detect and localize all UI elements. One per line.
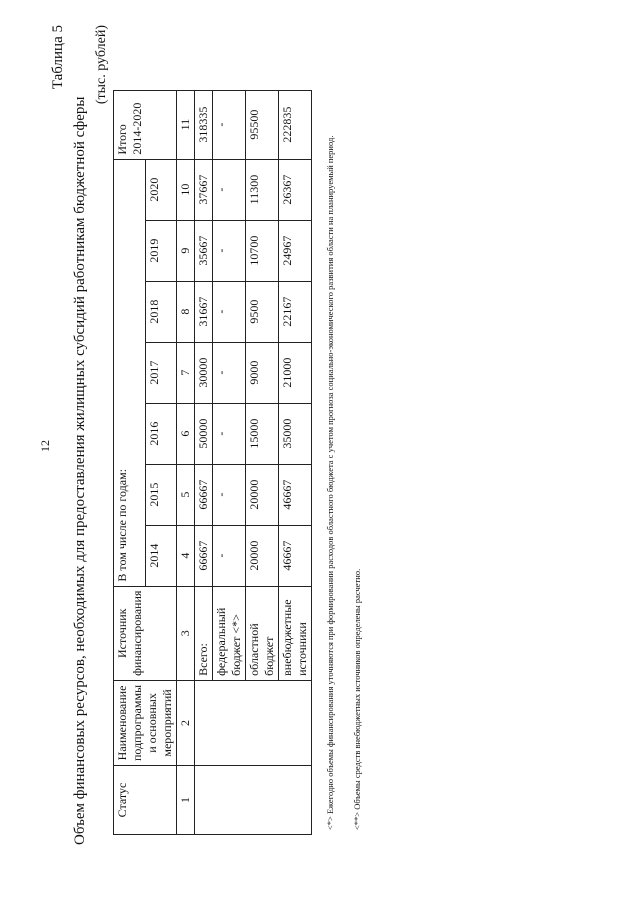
value-cell: - — [213, 525, 246, 586]
table-row — [195, 90, 213, 834]
header-source: Источник финансирования — [114, 586, 177, 680]
page-number: 12 — [38, 440, 52, 452]
col-number: 2 — [177, 680, 195, 765]
value-cell: 9500 — [246, 281, 279, 342]
value-cell: 31667 — [195, 281, 213, 342]
value-cell: 24967 — [279, 220, 312, 281]
total-cell: - — [213, 90, 246, 159]
year-cell: 2020 — [145, 159, 177, 220]
year-cell: 2015 — [145, 464, 177, 525]
col-number: 8 — [177, 281, 195, 342]
year-cell: 2016 — [145, 403, 177, 464]
value-cell: 15000 — [246, 403, 279, 464]
value-cell: 11300 — [246, 159, 279, 220]
total-cell: 95500 — [246, 90, 279, 159]
value-cell: 20000 — [246, 464, 279, 525]
year-cell: 2017 — [145, 342, 177, 403]
value-cell: 20000 — [246, 525, 279, 586]
value-cell: 22167 — [279, 281, 312, 342]
header-name: Наименование подпрограммы и основных мероприятий — [114, 680, 177, 765]
header-total: Итого 2014-2020 — [114, 90, 177, 159]
document-title: Объем финансовых ресурсов, необходимых для предоставления жилищных субсидий работникам бюджетной сферы — [72, 96, 88, 845]
value-cell: 10700 — [246, 220, 279, 281]
year-cell: 2019 — [145, 220, 177, 281]
col-number: 6 — [177, 403, 195, 464]
col-number: 1 — [177, 766, 195, 835]
value-cell: - — [213, 403, 246, 464]
value-cell: 30000 — [195, 342, 213, 403]
value-cell: 50000 — [195, 403, 213, 464]
value-cell: 35000 — [279, 403, 312, 464]
col-number: 9 — [177, 220, 195, 281]
value-cell: 37667 — [195, 159, 213, 220]
header-status: Статус — [114, 766, 177, 835]
value-cell: - — [213, 159, 246, 220]
col-number: 4 — [177, 525, 195, 586]
year-cell: 2014 — [145, 525, 177, 586]
table-label: Таблица 5 — [50, 25, 66, 90]
total-cell: 222835 — [279, 90, 312, 159]
value-cell: 66667 — [195, 464, 213, 525]
source-cell: внебюджетные источники — [279, 586, 312, 680]
header-by-years: В том числе по годам: — [114, 159, 146, 586]
value-cell: 35667 — [195, 220, 213, 281]
source-cell: Всего: — [195, 586, 213, 680]
col-number: 11 — [177, 90, 195, 159]
value-cell: 46667 — [279, 525, 312, 586]
name-cell — [195, 680, 312, 765]
header-row — [114, 90, 146, 834]
value-cell: 21000 — [279, 342, 312, 403]
col-number: 5 — [177, 464, 195, 525]
footnote-1: <*> Ежегодно объемы финансирования уточняются при формировании расходов областного бюджета с учетом прогноза социально-экономического развития области на планируемый период. — [325, 135, 335, 830]
year-cell: 2018 — [145, 281, 177, 342]
value-cell: 46667 — [279, 464, 312, 525]
value-cell: - — [213, 464, 246, 525]
finance-table — [113, 90, 312, 835]
footnote-2: <**> Объемы средств внебюджетных источников определены расчетно. — [352, 568, 362, 830]
source-cell: федеральный бюджет <*> — [213, 586, 246, 680]
col-number: 10 — [177, 159, 195, 220]
status-cell — [195, 766, 312, 835]
total-cell: 318335 — [195, 90, 213, 159]
col-number: 3 — [177, 586, 195, 680]
value-cell: 66667 — [195, 525, 213, 586]
col-number: 7 — [177, 342, 195, 403]
value-cell: 26367 — [279, 159, 312, 220]
value-cell: - — [213, 281, 246, 342]
source-cell: областной бюджет — [246, 586, 279, 680]
value-cell: 9000 — [246, 342, 279, 403]
column-number-row — [177, 90, 195, 834]
unit-label: (тыс. рублей) — [94, 25, 109, 105]
value-cell: - — [213, 220, 246, 281]
value-cell: - — [213, 342, 246, 403]
